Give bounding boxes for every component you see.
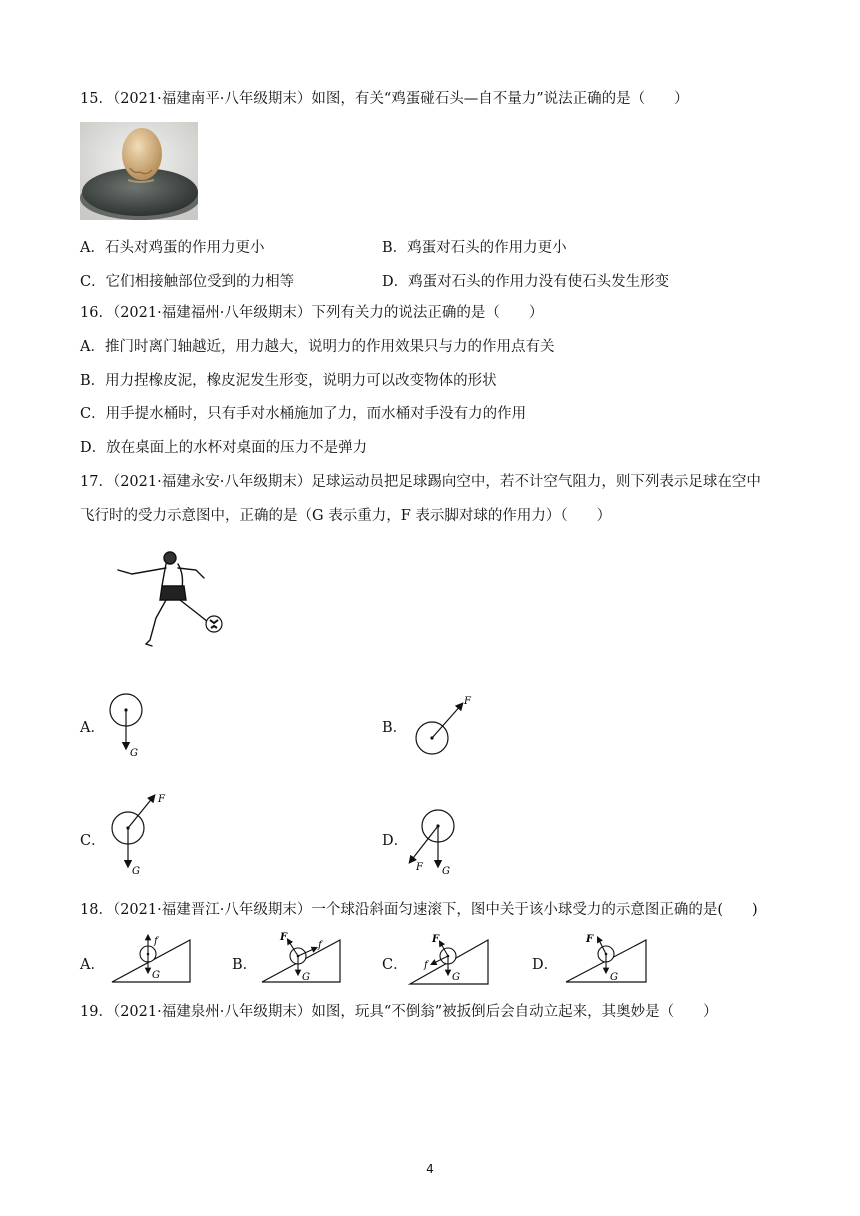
q17-diagram-d — [402, 800, 472, 880]
q17-label-b: B． — [382, 720, 408, 736]
q18-a-f-label: f — [154, 936, 158, 947]
q18-d-g-label: G — [610, 972, 618, 983]
q18-d-f-label: F — [586, 934, 594, 945]
q18-label-c: C． — [382, 957, 408, 973]
q17-d-g-label: G — [442, 866, 450, 877]
q19-stem: 19．（2021·福建泉州·八年级期末）如图，玩具“不倒翁”被扳倒后会自动立起来，其奥妙是（ ） — [80, 1004, 718, 1020]
q18-b-g-label: G — [302, 972, 310, 983]
page-number: 4 — [426, 1162, 434, 1176]
q18-c-f-label: F — [432, 934, 440, 945]
q16-option-a: A．推门时离门轴越近，用力越大，说明力的作用效果只与力的作用点有关 — [80, 339, 555, 355]
q16-option-d: D．放在桌面上的水杯对桌面的压力不是弹力 — [80, 440, 368, 456]
q16-option-c: C．用手提水桶时，只有手对水桶施加了力，而水桶对手没有力的作用 — [80, 406, 527, 422]
q18-diagram-d — [562, 932, 652, 986]
q18-c-friction-label: f — [424, 960, 428, 971]
q18-c-g-label: G — [452, 972, 460, 983]
q15-option-c: C．它们相接触部位受到的力相等 — [80, 274, 295, 290]
q18-label-b: B． — [232, 957, 258, 973]
q17-stem-line1: 17．（2021·福建永安·八年级期末）足球运动员把足球踢向空中，若不计空气阻力，则下列表示足球在空中 — [80, 474, 761, 490]
q17-label-a: A． — [80, 720, 105, 736]
q17-diagram-b — [410, 692, 480, 762]
q17-diagram-a — [104, 692, 154, 762]
q17-label-d: D． — [382, 833, 409, 849]
q16-option-b: B．用力捏橡皮泥，橡皮泥发生形变，说明力可以改变物体的形状 — [80, 373, 497, 389]
q15-stem: 15．（2021·福建南平·八年级期末）如图，有关“鸡蛋碰石头—自不量力”说法正确的是（ ） — [80, 91, 689, 107]
q18-diagram-b — [256, 928, 346, 986]
q15-option-d: D．鸡蛋对石头的作用力没有使石头发生形变 — [382, 274, 670, 290]
q18-a-g-label: G — [152, 970, 160, 981]
q17-b-f-label: F — [464, 696, 471, 707]
egg-on-stone-photo — [80, 122, 198, 220]
q18-label-d: D． — [532, 957, 559, 973]
q17-a-g-label: G — [130, 748, 138, 759]
q17-c-g-label: G — [132, 866, 140, 877]
q18-diagram-c — [404, 932, 492, 986]
q17-diagram-c — [104, 788, 178, 878]
q17-c-f-label: F — [158, 794, 165, 805]
q18-b-friction-label: f — [318, 940, 322, 951]
q17-d-f-label: F — [416, 862, 423, 873]
soccer-player-sketch — [108, 548, 228, 658]
q16-stem: 16．（2021·福建福州·八年级期末）下列有关力的说法正确的是（ ） — [80, 305, 544, 321]
q18-label-a: A． — [80, 957, 105, 973]
q15-option-a: A．石头对鸡蛋的作用力更小 — [80, 240, 265, 256]
q15-option-b: B．鸡蛋对石头的作用力更小 — [382, 240, 567, 256]
q17-stem-line2: 飞行时的受力示意图中，正确的是（G 表示重力，F 表示脚对球的作用力）（ ） — [80, 508, 612, 524]
q17-label-c: C． — [80, 833, 106, 849]
q18-diagram-a — [108, 930, 194, 986]
q18-stem: 18．（2021·福建晋江·八年级期末）一个球沿斜面匀速滚下，图中关于该小球受力的示意图正确的是( ) — [80, 902, 758, 918]
q18-b-f-label: F — [280, 932, 288, 943]
